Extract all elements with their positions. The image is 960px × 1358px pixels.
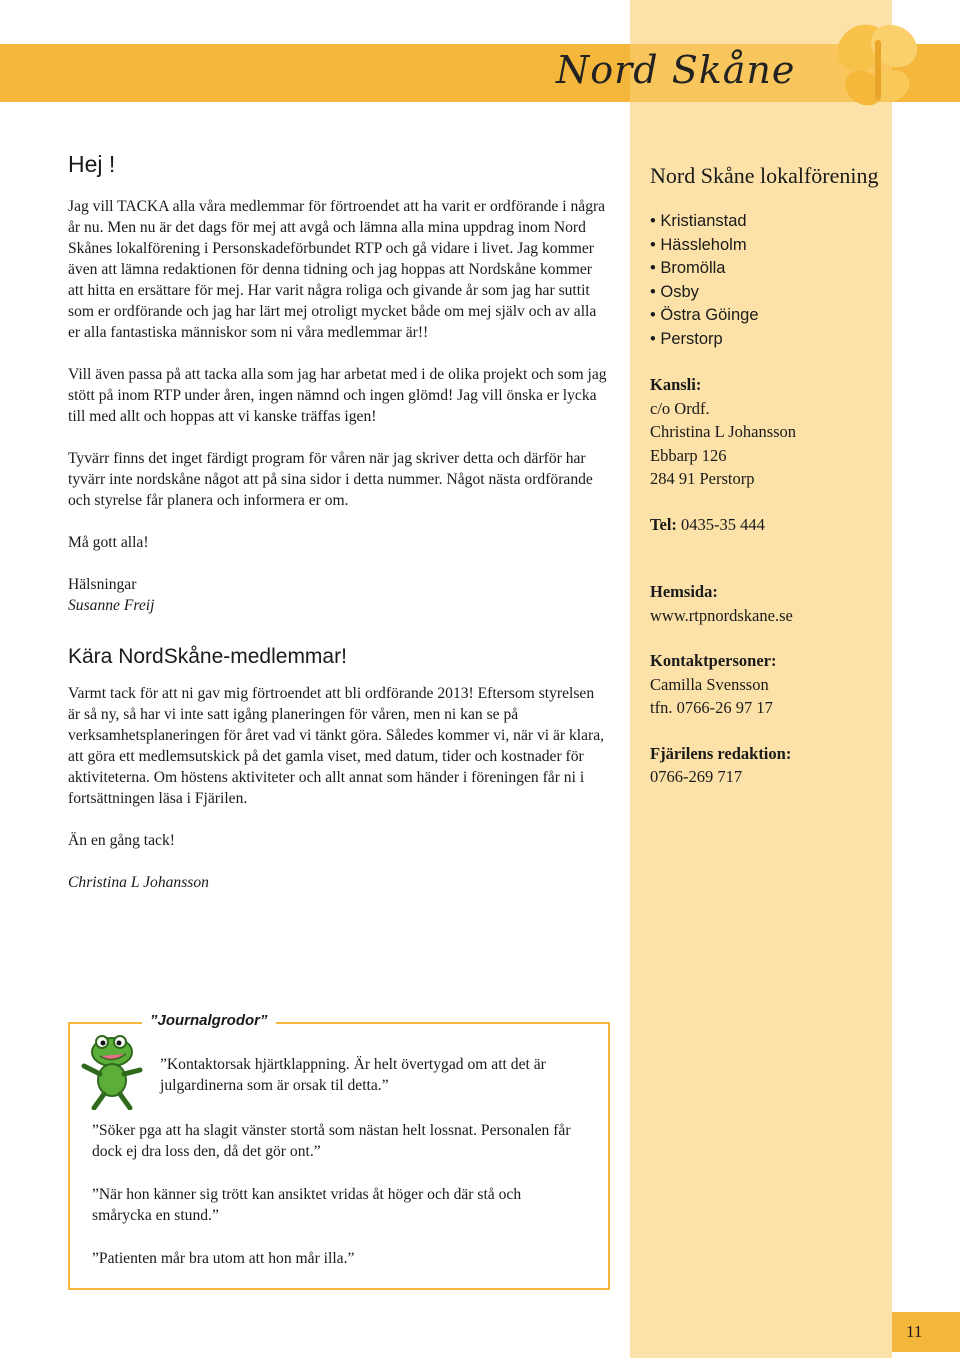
web-block bbox=[650, 580, 880, 627]
letter2-paragraph: Varmt tack för att ni gav mig förtroendet att bli ordförande 2013! Eftersom styrelsen är så ny, så har vi inte satt igång planeringen för våren, men ni kan se på verksamhetsplaneringen för året vad vi tänkt göra. Således kommer vi, när vi är klara, att göra ett medlemsutskick på det gamla viset, med datum, tider och kostnader för aktiviteterna. Om höstens aktiviteter och allt annat som händer i föreningen får ni i fortsättningen läsa i Fjärilen. bbox=[68, 685, 605, 807]
letter2-signature: Christina L Johansson bbox=[68, 874, 209, 891]
frog-icon bbox=[78, 1030, 148, 1110]
web-label: Hemsida: bbox=[650, 582, 718, 601]
journal-label: ”Journalgrodor” bbox=[142, 1012, 276, 1029]
butterfly-logo bbox=[828, 16, 928, 120]
editor-label: Fjärilens redaktion: bbox=[650, 743, 792, 763]
main-column bbox=[68, 150, 608, 914]
tel-label: Tel: bbox=[650, 514, 677, 534]
place-item: • Östra Göinge bbox=[650, 304, 880, 328]
letter2-title: Kära NordSkåne-medlemmar! bbox=[68, 645, 347, 668]
editor-value: 0766-269 717 bbox=[650, 767, 743, 786]
place-item: • Hässleholm bbox=[650, 234, 880, 258]
contact-line: Camilla Svensson bbox=[650, 674, 769, 694]
letter-paragraph: Må gott alla! bbox=[68, 534, 149, 551]
tel-value: 0435-35 444 bbox=[681, 514, 765, 534]
kansli-line: Christina L Johansson bbox=[650, 422, 797, 441]
tel-block bbox=[650, 513, 880, 537]
kansli-block bbox=[650, 373, 880, 491]
greeting-heading: Hej ! bbox=[68, 151, 116, 177]
journal-quote: ”Kontaktorsak hjärtklappning. Är helt övertygad om att det är julgardinerna som är orsak til detta.” bbox=[160, 1056, 546, 1094]
kansli-line: 284 91 Perstorp bbox=[650, 469, 755, 488]
letter-paragraph: Vill även passa på att tacka alla som jag har arbetat med i de olika projekt och som jag stött på inom RTP under åren, ingen nämnd och ingen glömd! Jag vill önska er lycka till med allt och hoppas att vi kanske träffas igen! bbox=[68, 366, 607, 425]
place-item: • Bromölla bbox=[650, 257, 880, 281]
letter2-paragraph: Än en gång tack! bbox=[68, 832, 175, 849]
place-item: • Kristianstad bbox=[650, 210, 880, 234]
brand-title: Nord Skåne bbox=[556, 48, 796, 92]
place-item: • Osby bbox=[650, 281, 880, 305]
kansli-label: Kansli: bbox=[650, 375, 702, 394]
journal-quote: ”Söker pga att ha slagit vänster stortå som nästan helt lossnat. Personalen får dock ej dra loss den, då det gör ont.” bbox=[92, 1122, 571, 1160]
sidebar-info bbox=[650, 162, 880, 811]
page-number-tab bbox=[892, 1312, 960, 1352]
letter-closing: Hälsningar bbox=[68, 576, 137, 593]
journal-quote: ”När hon känner sig trött kan ansiktet vridas åt höger och där stå och smårycka en stund.” bbox=[92, 1186, 522, 1224]
letter-paragraph: Tyvärr finns det inget färdigt program för våren när jag skriver detta och därför har tyvärr inte nordskåne något att på sina sidor i detta nummer. Något nästa ordförande och styrelse får planera och informera er om. bbox=[68, 450, 593, 509]
web-link[interactable]: www.rtpnordskane.se bbox=[650, 605, 793, 625]
letter-paragraph: Jag vill TACKA alla våra medlemmar för förtroendet att ha varit er ordförande i några år nu. Men nu är det dags för mej att avgå och lämna alla mina uppdrag inom Nord Skånes lokalförening i Personskadeförbundet RTP och gå vidare i livet. Jag kommer även att lämna redaktionen för denna tidning och jag hoppas att Nordskåne kommer att hitta en ersättare för mej. Har varit några roliga och givande år som jag har suttit som er ordförande och jag har lärt mej otroligt mycket både om mej själv och av alla er alla fantastiska människor som ni våra medlemmar är!! bbox=[68, 198, 606, 341]
contact-line: tfn. 0766-26 97 17 bbox=[650, 698, 773, 717]
place-item: • Perstorp bbox=[650, 328, 880, 352]
sidebar-title: Nord Skåne lokalförening bbox=[650, 163, 879, 188]
page-number: 11 bbox=[906, 1322, 923, 1341]
contact-block bbox=[650, 649, 880, 720]
contact-label: Kontaktpersoner: bbox=[650, 651, 777, 670]
kansli-line: c/o Ordf. bbox=[650, 398, 710, 418]
journal-quote: ”Patienten mår bra utom att hon mår illa.” bbox=[92, 1250, 355, 1267]
editor-block bbox=[650, 742, 880, 789]
places-list bbox=[650, 210, 880, 351]
letter-signature: Susanne Freij bbox=[68, 597, 155, 614]
kansli-line: Ebbarp 126 bbox=[650, 445, 727, 465]
